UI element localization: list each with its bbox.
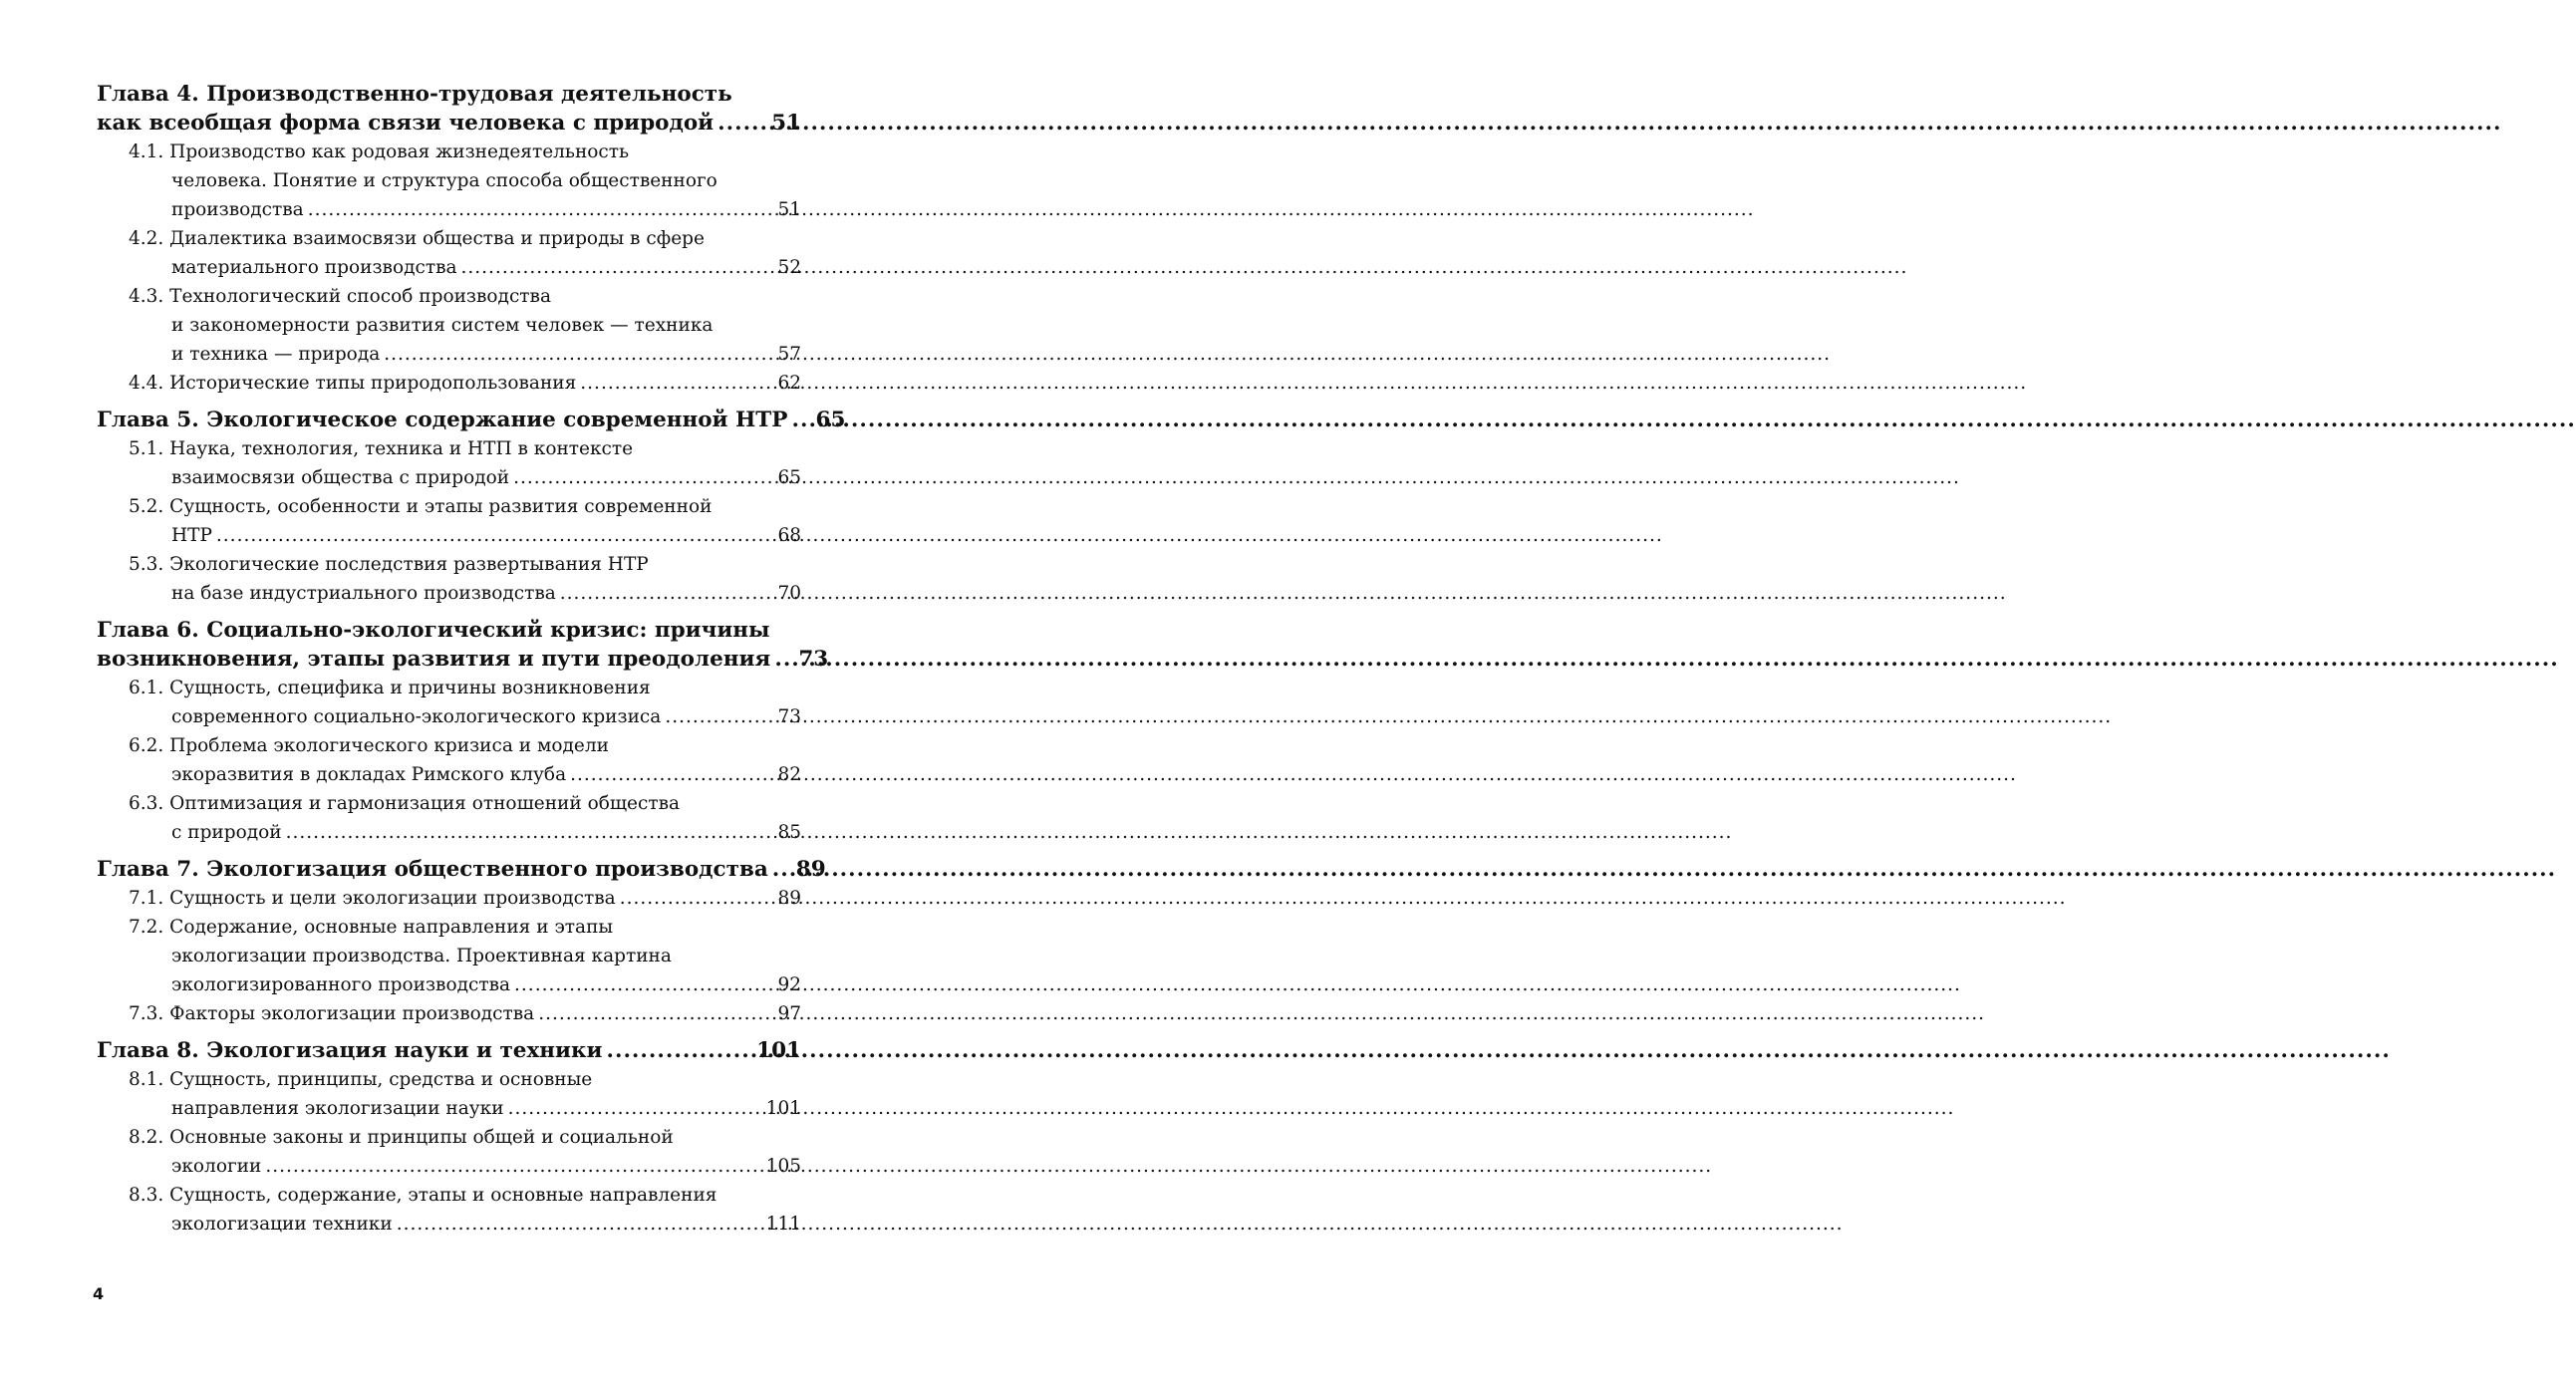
- chapter-title-line-text: возникновения, этапы развития и пути преодоления: [97, 647, 771, 672]
- section-title-line-text: НТР: [171, 525, 212, 546]
- page-number: 4: [93, 1284, 105, 1303]
- section-title-line-text: и техника — природа: [171, 344, 381, 365]
- section-entry: [97, 224, 801, 282]
- section-title-line-text: 7.3. Факторы экологизации производства: [129, 1003, 535, 1024]
- section-title-line-text: взаимосвязи общества с природой: [171, 467, 510, 488]
- page-ref: 97: [777, 1003, 801, 1024]
- dot-leader: [216, 521, 774, 550]
- section-entry: [97, 731, 801, 789]
- chapter-title-line: [97, 616, 801, 645]
- section-title-line-text: 4.1. Производство как родовая жизнедеятельность: [129, 141, 630, 162]
- section-title-line: [97, 463, 801, 492]
- section-title-line: [97, 1181, 801, 1210]
- dot-leader: [286, 818, 774, 847]
- section-title-line: [97, 369, 801, 398]
- chapter-entry: [97, 406, 846, 608]
- section-title-line-text: современного социально-экологического кризиса: [171, 706, 662, 727]
- section-title-line-text: экоразвития в докладах Римского клуба: [171, 764, 567, 785]
- section-title-line: [97, 1065, 801, 1094]
- section-entry: [97, 999, 801, 1028]
- section-entry: [97, 1181, 801, 1239]
- section-title-line: [97, 521, 801, 550]
- dot-leader: [580, 369, 773, 398]
- dot-leader: [774, 645, 794, 674]
- section-title-line-text: 5.3. Экологические последствия развертывания НТР: [129, 554, 649, 575]
- section-title-line-text: экологизации производства. Проективная картина: [171, 946, 672, 966]
- chapter-title-line: [97, 80, 801, 109]
- dot-leader: [538, 999, 773, 1028]
- section-title-line-text: 8.2. Основные законы и принципы общей и социальной: [129, 1127, 674, 1148]
- section-title-line: [97, 884, 801, 913]
- page-ref: 52: [777, 257, 801, 278]
- dot-leader: [772, 855, 792, 884]
- chapter-title-line: [97, 109, 801, 138]
- section-title-line-text: экологии: [171, 1156, 262, 1177]
- section-title-line: [97, 760, 801, 789]
- dot-leader: [791, 406, 811, 434]
- dot-leader: [397, 1210, 762, 1239]
- chapter-entry: [97, 1036, 801, 1239]
- section-title-line-text: 4.3. Технологический способ производства: [129, 286, 551, 307]
- section-title-line: [97, 942, 801, 970]
- chapter-entry: [97, 855, 826, 1028]
- section-title-line: [97, 999, 801, 1028]
- page-ref: 65: [815, 408, 846, 432]
- section-title-line: [97, 970, 801, 999]
- chapter-title-line: [97, 855, 826, 884]
- chapter-title-line: [97, 1036, 801, 1065]
- section-title-line-text: производства: [171, 199, 304, 220]
- section-entry: [97, 789, 801, 847]
- chapter-title-line-text: Глава 6. Социально-экологический кризис: причины: [97, 618, 770, 643]
- section-title-line: [97, 340, 801, 369]
- dot-leader: [461, 253, 774, 282]
- section-entry: [97, 492, 801, 550]
- chapter-title-line-text: Глава 4. Производственно-трудовая деятельность: [97, 82, 732, 107]
- page-ref: 70: [777, 583, 801, 604]
- section-title-line: [97, 282, 801, 311]
- section-entry: [97, 550, 801, 608]
- section-title-line: [97, 674, 801, 702]
- page-ref: 82: [777, 764, 801, 785]
- dot-leader: [265, 1152, 761, 1181]
- section-title-line-text: 5.2. Сущность, особенности и этапы развития современной: [129, 496, 713, 517]
- page-ref: 92: [777, 974, 801, 995]
- section-title-line: [97, 913, 801, 942]
- section-entry: [97, 138, 801, 224]
- chapter-title-line-text: как всеобщая форма связи человека с природой: [97, 111, 715, 136]
- page-ref: 51: [771, 111, 801, 136]
- section-title-line-text: 6.3. Оптимизация и гармонизация отношений общества: [129, 793, 681, 814]
- section-title-line-text: направления экологизации науки: [171, 1098, 504, 1119]
- page-ref: 73: [798, 647, 829, 672]
- section-entry: [97, 1123, 801, 1181]
- chapter-title-line-text: Глава 7. Экологизация общественного производства: [97, 857, 768, 882]
- section-title-line: [97, 579, 801, 608]
- page-ref: 68: [777, 525, 801, 546]
- section-title-line: [97, 1123, 801, 1152]
- section-entry: [97, 913, 801, 999]
- dot-leader: [665, 702, 773, 731]
- section-title-line: [97, 492, 801, 521]
- section-entry: [97, 434, 801, 492]
- dot-leader: [620, 884, 774, 913]
- section-title-line-text: 8.3. Сущность, содержание, этапы и основные направления: [129, 1185, 717, 1206]
- section-entry: [97, 1065, 801, 1123]
- section-title-line-text: с природой: [171, 822, 282, 843]
- section-title-line: [97, 224, 801, 253]
- section-title-line: [97, 253, 801, 282]
- dot-leader: [606, 1036, 752, 1065]
- page-ref: 73: [777, 706, 801, 727]
- section-title-line: [97, 138, 801, 166]
- section-title-line-text: человека. Понятие и структура способа общественного: [171, 170, 717, 191]
- section-title-line: [97, 1210, 801, 1239]
- section-title-line: [97, 702, 801, 731]
- section-title-line: [97, 550, 801, 579]
- dot-leader: [560, 579, 774, 608]
- chapter-title-line-text: Глава 5. Экологическое содержание современной НТР: [97, 408, 788, 432]
- page-ref: 62: [777, 373, 801, 394]
- section-title-line: [97, 166, 801, 195]
- chapter-title-line: [97, 645, 829, 674]
- section-title-line-text: 8.1. Сущность, принципы, средства и основные: [129, 1069, 593, 1090]
- section-title-line: [97, 818, 801, 847]
- section-entry: [97, 884, 801, 913]
- chapter-title-line-text: Глава 8. Экологизация науки и техники: [97, 1038, 603, 1063]
- page-ref: 51: [777, 199, 801, 220]
- page-ref: 105: [765, 1156, 801, 1177]
- page-ref: 65: [777, 467, 801, 488]
- section-title-line-text: и закономерности развития систем человек — техника: [171, 315, 714, 336]
- dot-leader: [508, 1094, 762, 1123]
- dot-leader: [513, 463, 773, 492]
- table-of-contents: [97, 80, 846, 1239]
- section-title-line-text: 6.1. Сущность, специфика и причины возникновения: [129, 678, 651, 698]
- section-title-line: [97, 311, 801, 340]
- page-ref: 57: [777, 344, 801, 365]
- section-title-line: [97, 789, 801, 818]
- section-entry: [97, 369, 801, 398]
- section-title-line-text: 4.2. Диалектика взаимосвязи общества и природы в сфере: [129, 228, 705, 249]
- page-ref: 85: [777, 822, 801, 843]
- section-title-line-text: материального производства: [171, 257, 457, 278]
- page-ref: 89: [777, 888, 801, 909]
- dot-leader: [308, 195, 774, 224]
- section-entry: [97, 282, 801, 369]
- section-title-line-text: 4.4. Исторические типы природопользования: [129, 373, 577, 394]
- page-ref: 101: [756, 1038, 801, 1063]
- page-ref: 111: [765, 1214, 801, 1235]
- section-title-line: [97, 731, 801, 760]
- section-title-line-text: 7.1. Сущность и цели экологизации производства: [129, 888, 616, 909]
- section-title-line-text: 6.2. Проблема экологического кризиса и модели: [129, 735, 609, 756]
- section-title-line-text: на базе индустриального производства: [171, 583, 556, 604]
- section-title-line: [97, 1094, 801, 1123]
- section-title-line-text: экологизированного производства: [171, 974, 511, 995]
- dot-leader: [514, 970, 773, 999]
- chapter-entry: [97, 616, 829, 847]
- dot-leader: [384, 340, 773, 369]
- section-entry: [97, 674, 801, 731]
- section-title-line-text: экологизации техники: [171, 1214, 393, 1235]
- section-title-line: [97, 1152, 801, 1181]
- section-title-line-text: 5.1. Наука, технология, техника и НТП в контексте: [129, 438, 634, 459]
- chapter-title-line: [97, 406, 846, 434]
- page-ref: 101: [765, 1098, 801, 1119]
- page-ref: 89: [795, 857, 826, 882]
- section-title-line: [97, 195, 801, 224]
- section-title-line: [97, 434, 801, 463]
- section-title-line-text: 7.2. Содержание, основные направления и этапы: [129, 917, 614, 938]
- dot-leader: [717, 109, 767, 138]
- dot-leader: [570, 760, 773, 789]
- chapter-entry: [97, 80, 801, 398]
